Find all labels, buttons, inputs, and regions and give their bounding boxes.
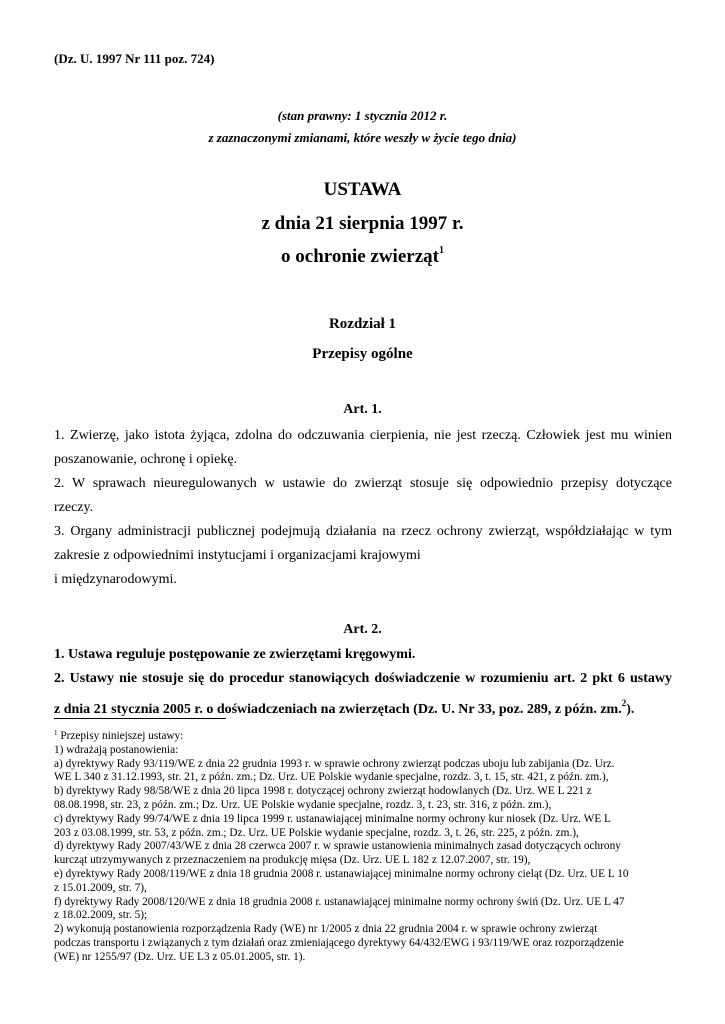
footnote-line: kurcząt utrzymywanych z przeznaczeniem na produkcję mięsa (Dz. Urz. UE L 182 z 12.07.2007, str. 19), bbox=[54, 854, 531, 867]
journal-reference: (Dz. U. 1997 Nr 111 poz. 724) bbox=[54, 51, 215, 66]
legal-status-line-1: (stan prawny: 1 stycznia 2012 r. bbox=[277, 108, 448, 123]
act-type-title: USTAWA bbox=[323, 179, 402, 200]
act-date-title: z dnia 21 sierpnia 1997 r. bbox=[261, 213, 464, 234]
footnote-line: (WE) nr 1255/97 (Dz. Urz. UE L3 z 05.01.2005, str. 1). bbox=[54, 950, 306, 963]
footnote-line: podczas transportu i związanych z tym działań oraz zmieniającego dyrektywy 64/432/EWG i 93/119/WE oraz rozporządzenie bbox=[54, 936, 624, 949]
article-2-heading: Art. 2. bbox=[343, 622, 382, 637]
chapter-name: Przepisy ogólne bbox=[312, 346, 413, 362]
article-1-line: zakresie z odpowiednimi instytucjami i organizacjami krajowymi bbox=[54, 548, 421, 563]
footnote-line: 08.08.1998, str. 23, z późn. zm.; Dz. Urz. UE Polskie wydanie specjalne, rozdz. 3, t. 23, str. 316, z późn. zm.), bbox=[54, 798, 552, 811]
chapter-number: Rozdział 1 bbox=[328, 316, 397, 332]
footnote-line: b) dyrektywy Rady 98/58/WE z dnia 20 lipca 1998 r. dotyczącej ochrony zwierząt hodowlanych (Dz. Urz. WE L 221 z bbox=[54, 785, 592, 798]
act-subject-title bbox=[0, 245, 725, 268]
footnote-line: d) dyrektywy Rady 2007/43/WE z dnia 28 czerwca 2007 r. w sprawie ustanowienia minimalnych zasad dotyczących ochrony bbox=[54, 840, 621, 853]
footnote-reference-2: 2 bbox=[621, 698, 627, 708]
footnote-line: a) dyrektywy Rady 93/119/WE z dnia 22 grudnia 1993 r. w sprawie ochrony zwierząt podczas uboju lub zabijania (Dz. Urz. bbox=[54, 757, 615, 770]
footnote-reference-1: 1 bbox=[438, 245, 444, 256]
legal-status-line-2: z zaznaczonymi zmianami, które weszły w życie tego dnia) bbox=[208, 130, 517, 145]
article-1-line: poszanowanie, ochronę i opiekę. bbox=[54, 452, 238, 467]
article-2-body bbox=[54, 643, 672, 722]
footnote-line: 2) wykonują postanowienia rozporządzenia Rady (WE) nr 1/2005 z dnia 22 grudnia 2004 r. w sprawie ochrony zwierząt bbox=[54, 923, 598, 936]
footnote-line: z 18.02.2009, str. 5); bbox=[54, 909, 148, 922]
footnote-block bbox=[54, 727, 672, 965]
article-2-paragraph-2-line-1: 2. Ustawy nie stosuje się do procedur stanowiących doświadczenie w rozumieniu art. 2 pkt 6 ustawy bbox=[54, 671, 672, 686]
footnote-intro: Przepisy niniejszej ustawy: bbox=[60, 730, 184, 742]
footnote-line: f) dyrektywy Rady 2008/120/WE z dnia 18 grudnia 2008 r. ustanawiającej minimalne normy ochrony świń (Dz. Urz. UE L 47 bbox=[54, 895, 625, 908]
footnote-line: e) dyrektywy Rady 2008/119/WE z dnia 18 grudnia 2008 r. ustanawiającej minimalne normy ochrony cieląt (Dz. Urz. UE L 10 bbox=[54, 867, 629, 880]
article-2-line-text: z dnia 21 stycznia 2005 r. o doświadczeniach na zwierzętach (Dz. U. Nr 33, poz. 289, z późn. zm. bbox=[54, 702, 622, 717]
article-1-line: 1. Zwierzę, jako istota żyjąca, zdolna do odczuwania cierpienia, nie jest rzeczą. Człowiek jest mu winien bbox=[54, 428, 672, 443]
footnote-line: z 15.01.2009, str. 7), bbox=[54, 881, 147, 894]
footnote-line: 203 z 03.08.1999, str. 53, z późn. zm.; Dz. Urz. UE Polskie wydanie specjalne, rozdz. 3, t. 26, str. 225, z późn. zm.), bbox=[54, 826, 579, 839]
article-1-body bbox=[54, 424, 672, 592]
footnote-line bbox=[54, 727, 672, 744]
article-1-line: 3. Organy administracji publicznej podejmują działania na rzecz ochrony zwierząt, współdziałając w tym bbox=[54, 524, 672, 539]
footnote-mark: 1 bbox=[54, 729, 58, 737]
article-1-heading: Art. 1. bbox=[343, 402, 382, 417]
footnote-line: WE L 340 z 31.12.1993, str. 21, z późn. zm.; Dz. Urz. UE Polskie wydanie specjalne, rozdz. 3, t. 15, str. 421, z późn. zm.), bbox=[54, 771, 609, 784]
footnote-line: c) dyrektywy Rady 99/74/WE z dnia 19 lipca 1999 r. ustanawiającej minimalne normy ochrony kur niosek (Dz. Urz. WE L bbox=[54, 812, 611, 825]
article-1-line: rzeczy. bbox=[54, 500, 94, 515]
article-1-line: i międzynarodowymi. bbox=[54, 572, 177, 587]
article-1-line: 2. W sprawach nieuregulowanych w ustawie do zwierząt stosuje się odpowiednio przepisy dotyczące bbox=[54, 476, 672, 491]
article-2-paragraph-1: 1. Ustawa reguluje postępowanie ze zwierzętami kręgowymi. bbox=[54, 647, 416, 662]
act-subject-text: o ochronie zwierząt bbox=[281, 246, 439, 267]
footnote-separator bbox=[54, 718, 226, 719]
article-2-line-end: ). bbox=[626, 702, 635, 717]
footnote-line: 1) wdrażają postanowienia: bbox=[54, 743, 179, 756]
